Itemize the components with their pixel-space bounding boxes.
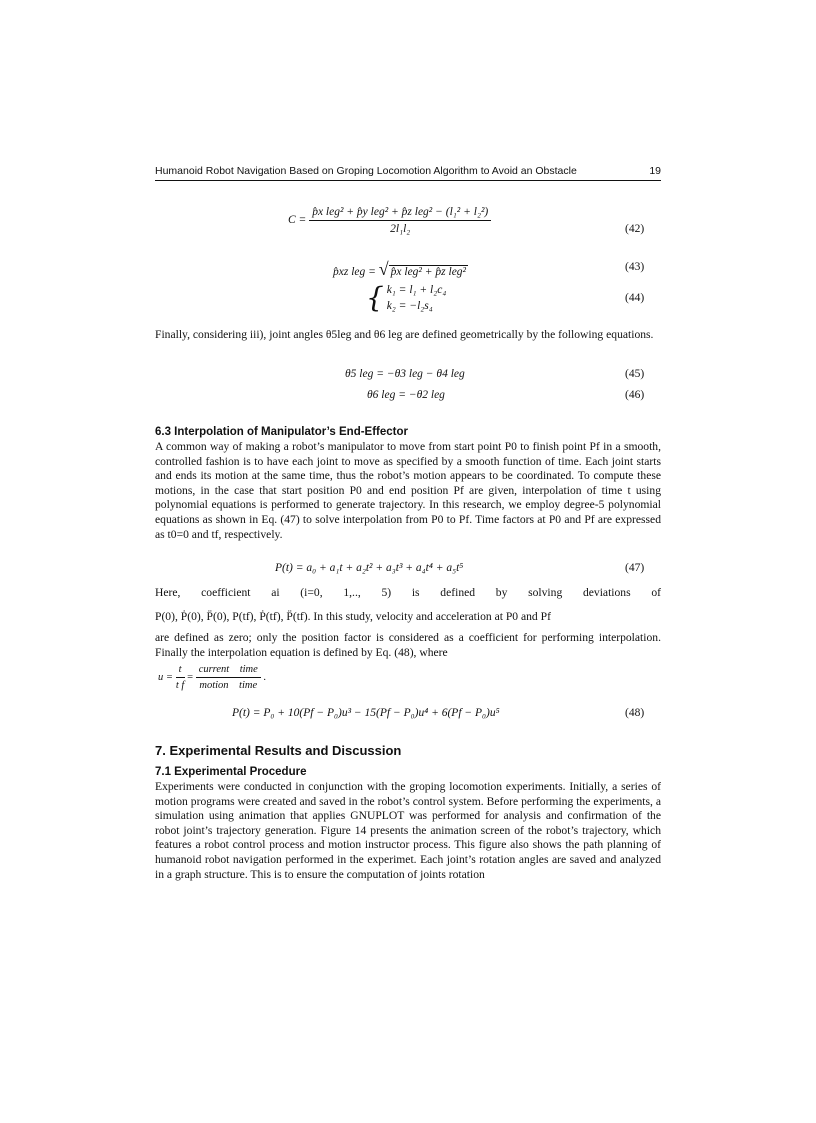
header-rule (155, 180, 661, 181)
eq42-denominator: 2l₁l₂ (390, 223, 411, 235)
equation-46: θ6 leg = −θ2 leg (367, 389, 445, 401)
u-fraction-2 (196, 664, 261, 691)
eq42-lhs: C = (288, 214, 307, 227)
u-lhs: u = (158, 671, 173, 683)
paragraph-6-3: A common way of making a robot’s manipulator to move from start point P0 to finish point Pf in a smooth, controlled fashion is to have each joint to move as specified by a smooth function of time. Each joint starts and ends its motion at the same time, thus the robot’s motion appears to be coordinated. To compute these motions, in the case that start position P0 and end position Pf are given, interpolation of time t using polynomial equations is performed to generate trajectory. In this research, we employ degree-5 polynomial equations as shown in Eq. (47) to solve interpolation from P0 to Pf. Time factors at P0 and Pf are expressed as t0=0 and tf, respectively. (155, 440, 661, 541)
paragraph-finally: Finally, considering iii), joint angles θ5leg and θ6 leg are defined geometrically by the following equations. (155, 328, 654, 341)
brace: { (366, 281, 384, 314)
eq42-numerator: p̂x leg² + p̂y leg² + p̂z leg² − (l₁² + l₂²) (309, 206, 491, 221)
paragraph-7-1: Experiments were conducted in conjunction with the groping locomotion experiments. Initially, a series of motion programs were created and saved in the robot’s control system. Before performing the experiments, a simulation using animation that applies GNUPLOT was performed for analysis and confirmation of the robot joint’s trajectory generation. Figure 14 presents the animation screen of the robot’s trajectory, which features a robot control process and motion instructor process. This figure also shows the path planning of humanoid robot navigation performed in the experimet. Each joint’s rotation angles are saved and analyzed in a graph structure. This is to ensure the computation of joints rotation (155, 780, 661, 881)
u-frac2-num: current time (196, 664, 261, 678)
equation-43 (333, 259, 468, 280)
eq43-rhs: p̂x leg² + p̂z leg² (390, 266, 466, 278)
u-fraction-1 (176, 664, 185, 691)
heading-7-1: 7.1 Experimental Procedure (155, 766, 307, 778)
equation-44 (366, 282, 446, 314)
heading-7: 7. Experimental Results and Discussion (155, 743, 402, 758)
equation-42 (288, 206, 491, 235)
eq46-number: (46) (625, 389, 645, 401)
page-number: 19 (649, 165, 661, 177)
eq43-lhs: p̂xz leg = (333, 266, 376, 278)
eq42-number: (42) (625, 223, 645, 235)
paragraph-here-rest: are defined as zero; only the position factor is considered as a coefficient for performing interpolation. Finally the interpolation equation is defined by Eq. (48), where (155, 631, 661, 659)
eq45-number: (45) (625, 368, 645, 380)
eq43-number: (43) (625, 261, 645, 273)
eq47-number: (47) (625, 562, 645, 574)
eq44-number: (44) (625, 292, 645, 304)
equation-47: P(t) = a₀ + a₁t + a₂t² + a₃t³ + a₄t⁴ + a₅t⁵ (275, 562, 464, 574)
heading-6-3: 6.3 Interpolation of Manipulator’s End-Effector (155, 426, 409, 438)
paragraph-here-line2: P(0), Ṗ(0), P̈(0), P(tf), Ṗ(tf), P̈(tf). In this study, velocity and acceleration at P0 and Pf (155, 610, 551, 623)
u-frac1-den: t f (175, 680, 185, 691)
eq44-line1: k₁ = l₁ + l₂c₄ (386, 284, 447, 296)
u-frac1-num: t (176, 664, 185, 678)
equation-48: P(t) = P₀ + 10(Pf − P₀)u³ − 15(Pf − P₀)u⁴ + 6(Pf − P₀)u⁵ (232, 707, 500, 719)
eq44-stack (387, 282, 447, 314)
eq48-number: (48) (625, 707, 645, 719)
running-header (155, 165, 661, 177)
eq42-fraction (309, 206, 491, 235)
equation-45: θ5 leg = −θ3 leg − θ4 leg (345, 368, 465, 380)
equation-u: u = $\frac{t}{\text{t f}}$ = $\frac{\text{current time}}{\text{motion time}}$ . (158, 664, 267, 691)
running-title: Humanoid Robot Navigation Based on Groping Locomotion Algorithm to Avoid an Obstacle (155, 165, 577, 177)
paragraph-here-line1: Here, coefficient ai (i=0, 1,.., 5) is defined by solving deviations of (155, 586, 661, 599)
eq44-line2: k₂ = −l₂s₄ (386, 300, 433, 312)
sqrt-sign: √ (378, 259, 389, 279)
u-frac2-den: motion time (199, 680, 258, 691)
